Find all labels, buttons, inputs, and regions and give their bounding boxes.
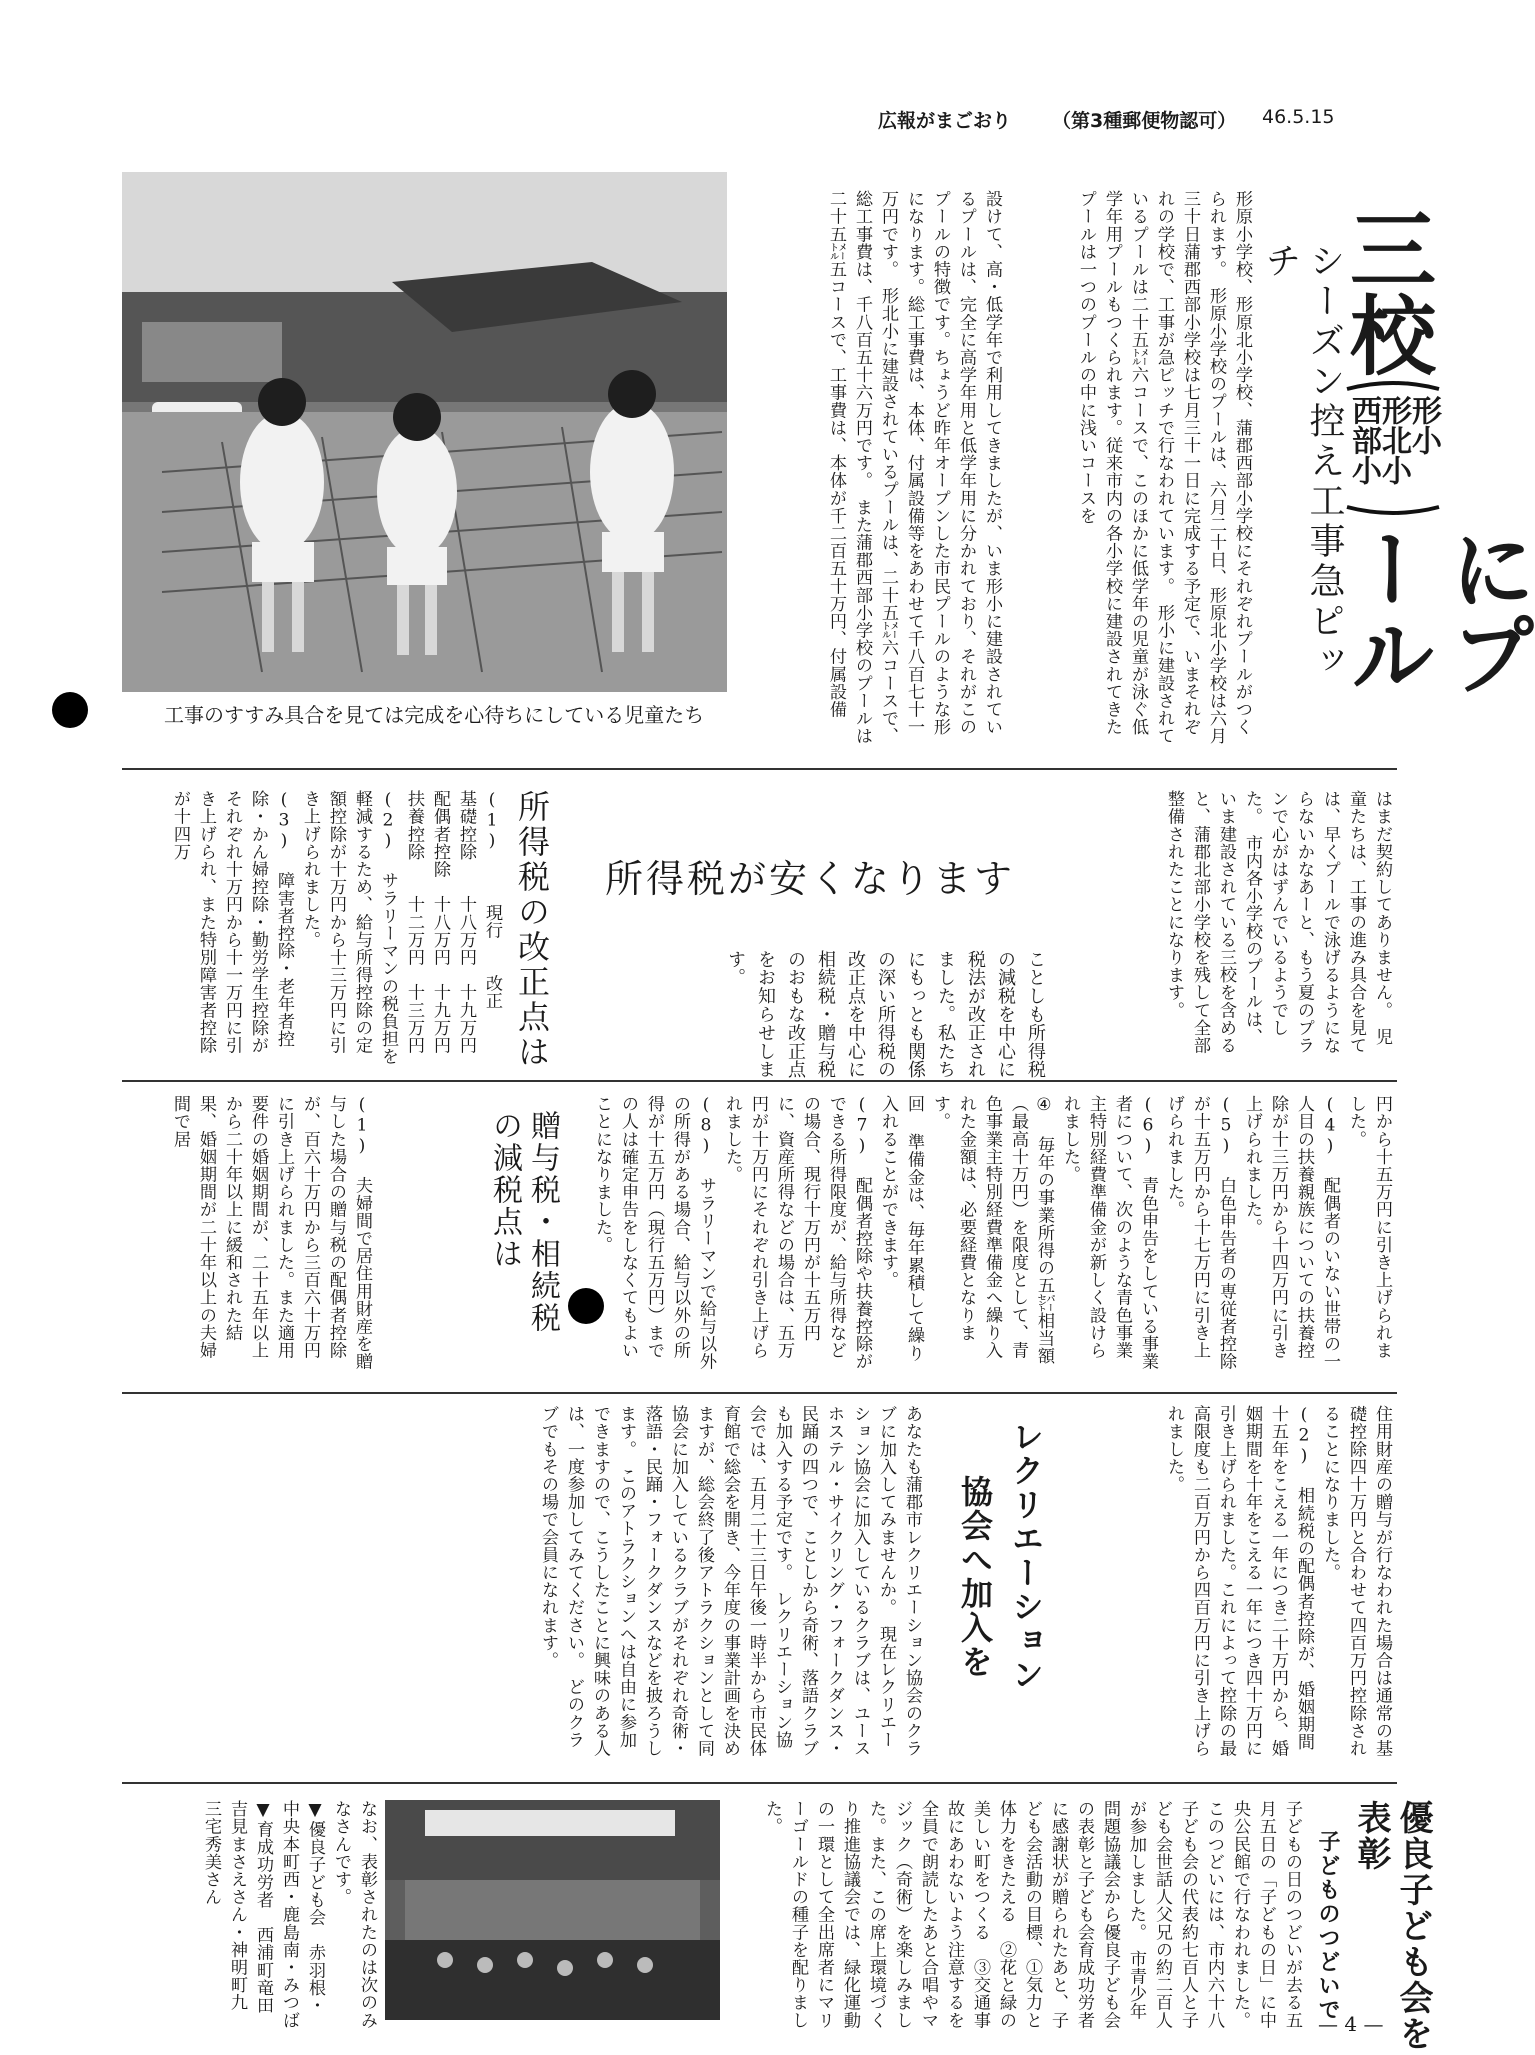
section-divider-2: [122, 1080, 1397, 1082]
tax-intro: ことしも所得税の減税を中心に税法が改正されました。私たちにもっとも関係の深い所得税の改正点を中心に相続税・贈与税のおもな改正点をお知らせします。: [725, 950, 1046, 1079]
gift-tax-body: (1) 夫婦間で居住用財産を贈与した場合の贈与税の配偶者控除が、百六十万円から三百六十万円に引き上げられました。また適用要件の婚姻期間が、二十五年以上から二十年以上に緩和された結果、婚姻期間が二十年以上の夫婦間で居: [170, 1095, 372, 1371]
recreation-body: あなたも蒲郡市レクリエーション協会のクラブに加入してみませんか。 現在レクリエーション協会に加入しているクラブは、ユースホステル・サイクリング・フォークダンス・民踊の四つで、ことしから奇術、落語クラブも加入する予定です。 レクリエーション協会では、五月二十三日午後一時半から市民体育館で総会を開き、今年度の事業計画を決めますが、総会終了後アトラクションとして同協会に加入しているクラブがそれぞれ奇術・落語・民踊・フォークダンスなどを披ろうします。 このアトラクションへは自由に参加できますので、こうしたことに興味のある人は、一度参加してみてください。 どのクラブでもその場で会員になれます。: [538, 1405, 922, 1757]
children-headline: 優良子ども会を表彰: [1351, 1800, 1433, 2052]
event-photo-illustration: [385, 1800, 720, 2020]
school-list-bracket: [1343, 383, 1443, 513]
children-body: 子どもの日のつどいが去る五月五日の「子どもの日」に中央公民館で行なわれました。 このつどいには、市内六十八子ども会の代表約七百人と子ども会世話人父兄の約二百人が参加しました。 市青少年問題協議会から優良子ども会の表彰と子ども会育成功労者に感謝状が贈られたあと、子ども会活動の目標、①気力と体力をきたえる ②花と緑の美しい町をつくる ③交通事故にあわないよう注意するを全員で朗読したあと合唱やマジック（奇術）を楽しみました。また、この席上環境づくり推進協議会では、緑化運動の一環として全出席者にマリーゴールドの種子を配りました。: [762, 1800, 1302, 2038]
pool-construction-photo: [122, 172, 727, 692]
recreation-headline-2: 協会へ加入を: [956, 1475, 994, 1679]
punch-hole-bottom: [568, 1288, 604, 1324]
pool-body-col2: 設けて、高・低学年で利用してきましたが、いま形小に建設されているプールは、完全に高学年用と低学年用に分かれており、それがこのプールの特徴です。ちょうど昨年オープンした市民プールのような形になります。総工事費は、本体、付属設備等をあわせて千八百七十一万円です。 形北小に建設されているプールは、二十五㍍六コースで、総工事費は、千八百五十六万円です。 また蒲郡西部小学校のプールは二十五㍍五コースで、工事費は、本体が千二百五十万円、付属設備: [826, 190, 1002, 745]
income-tax-heading: 所得税の改正点は: [513, 790, 551, 1070]
pool-headline-bottom: にプール: [1335, 525, 1535, 697]
children-awardees: なお、表彰されたのは次のみなさんです。 ▼優良子ども会 赤羽根・中央本町西・鹿島南・みつば ▼育成功労者 西浦町竜田 吉見まさえさん・神明町九 三宅秀美さん: [201, 1800, 377, 2029]
postal-permit: （第3種郵便物認可）: [1052, 110, 1237, 132]
punch-hole-top: [52, 692, 88, 728]
income-tax-body: (1) 現行 改正 基礎控除 十八万円 十九万円 配偶者控除 十八万円 十九万円 扶養控除 十二万円 十三万円 (2) サラリーマンの税負担を軽減するため、給与所得控除の定額控除が十万円から十三万円に引き上げられました。 (3) 障害者控除・老年者控除・かん婦控除・勤労学生控除がそれぞれ十万円から十一万円に引き上げられ、また特別障害者控除が十四万: [170, 790, 502, 1066]
children-event-photo: [385, 1800, 720, 2020]
pool-body-col3: はまだ契約してありません。 児童たちは、工事の進み具合を見ては、早くプールで泳げるようにならないかなあーと、もう夏のプランで心がはずんでいるようでした。 市内各小学校のプールは、いま建設されている三校を含めると、蒲郡北部小学校を残して全部整備されたことになります。: [1164, 790, 1392, 1054]
tax-article-title: 所得税が安くなります: [605, 857, 1016, 901]
section-divider-4: [122, 1782, 1397, 1784]
issue-date: 46.5.15: [1262, 106, 1335, 128]
gift-tax-heading: 贈与税・相続税の減税点は: [487, 1110, 560, 1334]
pool-headline-top: 三校: [1335, 205, 1435, 377]
pool-body-col1: 形原小学校、形原北小学校、蒲郡西部小学校にそれぞれプールがつくられます。 形原小学校のプールは、六月二十日、形原北小学校は六月三十日蒲郡西部小学校は七月三十一日に完成する予定で、いまそれぞれの学校で、工事が急ピッチで行なわれています。 形小に建設されているプールは二十五㍍六コースで、このほかに低学年の児童が泳ぐ低学年用プールもつくられます。従来市内の各小学校に建設されてきたプールは一つのプールの中に浅いコースを: [1076, 190, 1252, 745]
income-tax-continued: 円から十五万円に引き上げられました。 (4) 配偶者のいない世帯の一人目の扶養親族についての扶養控除が十三万円から十四万円に引き上げられました。 (5) 白色申告者の専従者控除が十五万円から十七万円に引き上げられました。 (6) 青色申告をしている事業者について、次のような青色事業主特別経費準備金が新しく設けられました。 ④ 毎年の事業所得の五㌫相当額（最高十万円）を限度として、青色事業主特別経費準備金へ繰り入れた金額は、必要経費となります。 回 準備金は、毎年累積して繰り入れることができます。 (7) 配偶者控除や扶養控除ができる所得限度が、給与所得などの場合、現行十万円が十五万円に、資産所得などの場合は、五万円が十万円にそれぞれ引き上げられました。 (8) サラリーマンで給与以外の所得がある場合、給与以外の所得が十五万円（現行五万円）までの人は確定申告をしなくてもよいことになりました。: [592, 1095, 1392, 1371]
section-divider: [122, 768, 1397, 770]
pool-photo-caption: 工事のすすみ具合を見ては完成を心待ちにしている児童たち: [164, 703, 705, 727]
photo-illustration: [122, 172, 727, 692]
children-subheadline: 子どものつどいで: [1315, 1830, 1340, 2022]
page-number: — 4 —: [1318, 2012, 1384, 2036]
school-name-katahara-kita: 形北小: [1376, 395, 1411, 485]
gift-tax-continued: 住用財産の贈与が行なわれた場合は通常の基礎控除四十万円と合わせて四百万円控除されることになりました。 (2) 相続税の配偶者控除が、婚姻期間十五年をこえる一年につき二十万円から、婚姻期間を十年をこえる一年につき四十万円に引き上げられました。これによって控除の最高限度も二百万円から四百万円に引き上げられました。: [1164, 1405, 1392, 1757]
section-divider-3: [122, 1392, 1397, 1394]
school-name-seibu: 西部小: [1346, 395, 1381, 485]
school-name-katahara: 形小: [1406, 395, 1441, 455]
pool-headline: [1335, 205, 1535, 715]
publication-name: 広報がまごおり: [878, 110, 1012, 132]
recreation-headline-1: レクリエーション: [1007, 1420, 1045, 1692]
pool-subheadline: シーズン控え工事急ピッチ: [1260, 242, 1345, 682]
